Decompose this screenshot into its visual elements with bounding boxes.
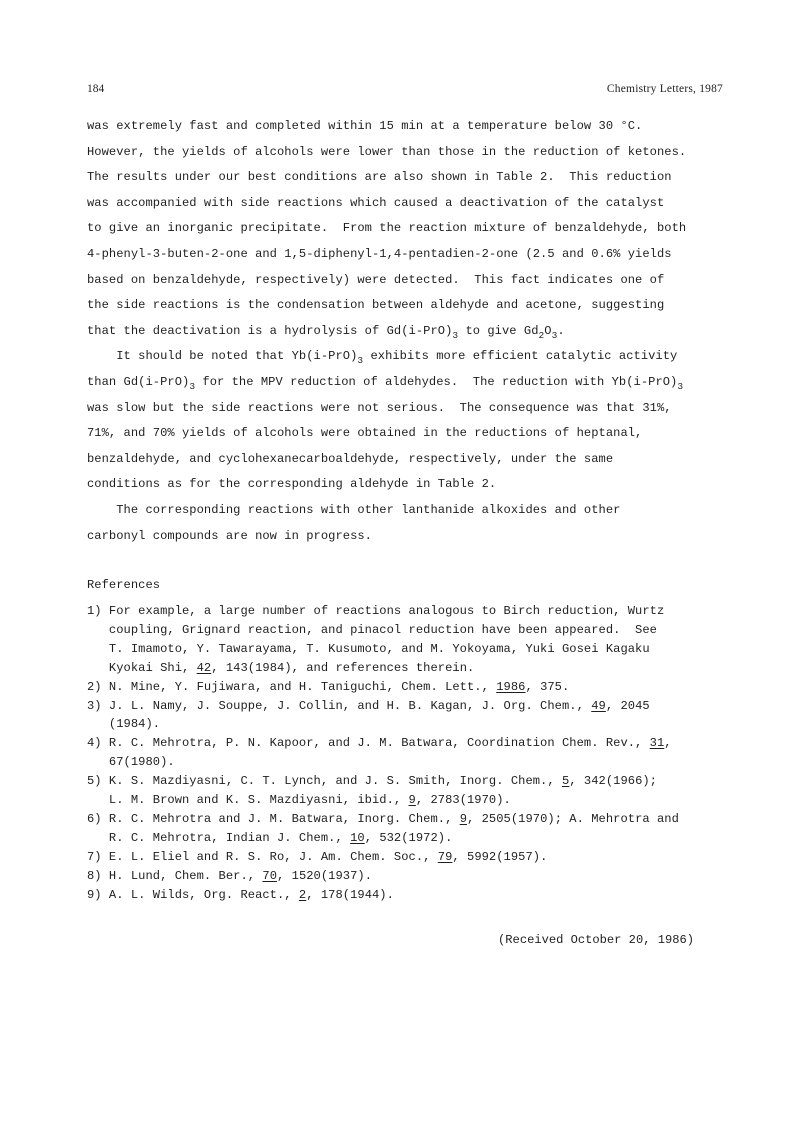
text-segment: Kyokai Shi, bbox=[87, 660, 197, 675]
volume-number: 49 bbox=[591, 698, 606, 713]
text-segment: 67(1980). bbox=[87, 755, 175, 770]
body-line bbox=[87, 144, 686, 160]
text-segment: However, the yields of alcohols were lower than those in the reduction of ketones. bbox=[87, 144, 687, 159]
text-segment: (1984). bbox=[87, 717, 161, 732]
text-segment: T. Imamoto, Y. Tawarayama, T. Kusumoto, and M. Yokoyama, Yuki Gosei Kagaku bbox=[87, 641, 650, 656]
text-segment: exhibits more efficient catalytic activity bbox=[363, 349, 678, 364]
text-segment: was slow but the side reactions were not serious. The consequence was that 31%, bbox=[87, 400, 672, 415]
text-segment: , 2505(1970); A. Mehrotra and bbox=[467, 811, 679, 826]
text-segment: , 532(1972). bbox=[364, 830, 453, 845]
body-line bbox=[87, 400, 672, 416]
text-segment: O bbox=[544, 323, 552, 338]
text-segment: coupling, Grignard reaction, and pinacol reduction have been appeared. See bbox=[87, 622, 657, 637]
text-segment: , 375. bbox=[525, 679, 570, 694]
text-segment: The results under our best conditions are also shown in Table 2. This reduction bbox=[87, 170, 672, 185]
volume-number: 2 bbox=[298, 887, 307, 902]
text-segment: was accompanied with side reactions which caused a deactivation of the catalyst bbox=[87, 195, 665, 210]
body-line bbox=[87, 118, 642, 134]
text-segment: to give an inorganic precipitate. From the reaction mixture of benzaldehyde, both bbox=[87, 221, 687, 236]
body-line bbox=[87, 502, 620, 518]
text-segment: the side reactions is the condensation between aldehyde and acetone, suggesting bbox=[87, 298, 665, 313]
text-segment: , 178(1944). bbox=[306, 887, 394, 902]
text-segment: 5) K. S. Mazdiyasni, C. T. Lynch, and J. S. Smith, Inorg. Chem., bbox=[87, 774, 562, 789]
reference-line bbox=[87, 754, 175, 770]
reference-line bbox=[87, 660, 474, 676]
subscript: 3 bbox=[452, 329, 459, 341]
body-line bbox=[87, 374, 683, 391]
text-segment: , bbox=[664, 736, 672, 751]
references-heading: References bbox=[87, 578, 161, 592]
subscript: 3 bbox=[189, 381, 196, 392]
text-segment: 71%, and 70% yields of alcohols were obtained in the reductions of heptanal, bbox=[87, 426, 643, 441]
text-segment: 7) E. L. Eliel and R. S. Ro, J. Am. Chem. Soc., bbox=[87, 849, 438, 864]
reference-line bbox=[87, 735, 672, 751]
text-segment: based on benzaldehyde, respectively) were detected. This fact indicates one of bbox=[87, 272, 665, 287]
reference-line bbox=[87, 641, 650, 657]
body-line bbox=[87, 348, 677, 365]
text-segment: 9) A. L. Wilds, Org. React., bbox=[87, 887, 299, 902]
text-segment: L. M. Brown and K. S. Mazdiyasni, ibid., bbox=[87, 793, 409, 807]
page-number: 184 bbox=[87, 83, 105, 95]
subscript: 2 bbox=[538, 329, 545, 341]
text-segment: 1) For example, a large number of reactions analogous to Birch reduction, Wurtz bbox=[87, 604, 665, 618]
body-line bbox=[87, 528, 372, 544]
text-segment: , 2045 bbox=[605, 698, 650, 713]
text-segment: , 1520(1937). bbox=[277, 868, 373, 883]
reference-line bbox=[87, 773, 657, 789]
text-segment: benzaldehyde, and cyclohexanecarboaldehyde, respectively, under the same bbox=[87, 451, 614, 466]
text-segment: 2) N. Mine, Y. Fujiwara, and H. Taniguchi, Chem. Lett., bbox=[87, 679, 497, 694]
volume-number: 9 bbox=[459, 811, 467, 826]
journal-citation: Chemistry Letters, 1987 bbox=[606, 83, 723, 95]
body-line bbox=[87, 425, 642, 441]
text-segment: The corresponding reactions with other lanthanide alkoxides and other bbox=[87, 503, 621, 517]
reference-line bbox=[87, 830, 452, 846]
body-line bbox=[87, 220, 686, 236]
page-header bbox=[87, 83, 723, 99]
reference-line bbox=[87, 698, 650, 714]
text-segment: carbonyl compounds are now in progress. bbox=[87, 528, 372, 543]
volume-number: 10 bbox=[350, 830, 365, 845]
text-segment: 6) R. C. Mehrotra and J. M. Batwara, Inorg. Chem., bbox=[87, 811, 460, 826]
body-line bbox=[87, 195, 664, 211]
reference-line bbox=[87, 603, 664, 619]
text-segment: , 342(1966); bbox=[569, 774, 657, 789]
text-segment: R. C. Mehrotra, Indian J. Chem., bbox=[87, 830, 351, 845]
reference-line bbox=[87, 792, 511, 808]
text-segment: conditions as for the corresponding aldehyde in Table 2. bbox=[87, 477, 497, 492]
volume-number: 31 bbox=[649, 736, 665, 751]
body-line bbox=[87, 451, 613, 467]
subscript: 3 bbox=[551, 329, 558, 341]
text-segment: that the deactivation is a hydrolysis of Gd(i-PrO) bbox=[87, 323, 453, 338]
volume-number: 9 bbox=[408, 793, 416, 807]
text-segment: 8) H. Lund, Chem. Ber., bbox=[87, 868, 263, 883]
body-line bbox=[87, 323, 565, 340]
text-segment: It should be noted that Yb(i-PrO) bbox=[87, 349, 358, 364]
body-line bbox=[87, 246, 672, 262]
text-segment: , 5992(1957). bbox=[452, 849, 548, 864]
reference-line bbox=[87, 849, 547, 865]
received-date: (Received October 20, 1986) bbox=[498, 933, 694, 947]
body-line bbox=[87, 297, 664, 313]
reference-line bbox=[87, 868, 372, 884]
text-segment: . bbox=[557, 323, 565, 338]
reference-line bbox=[87, 811, 679, 827]
reference-line bbox=[87, 887, 394, 903]
volume-number: 79 bbox=[437, 849, 453, 864]
volume-number: 42 bbox=[196, 660, 212, 675]
text-segment: for the MPV reduction of aldehydes. The reduction with Yb(i-PrO) bbox=[195, 375, 678, 389]
volume-number: 70 bbox=[262, 868, 278, 883]
text-segment: 4) R. C. Mehrotra, P. N. Kapoor, and J. M. Batwara, Coordination Chem. Rev., bbox=[87, 736, 650, 751]
text-segment: 3) J. L. Namy, J. Souppe, J. Collin, and H. B. Kagan, J. Org. Chem., bbox=[87, 698, 592, 713]
text-segment: than Gd(i-PrO) bbox=[87, 375, 190, 389]
text-segment: , 2783(1970). bbox=[415, 793, 511, 807]
body-line bbox=[87, 169, 672, 185]
subscript: 3 bbox=[357, 355, 364, 367]
body-line bbox=[87, 476, 496, 492]
body-line bbox=[87, 272, 664, 288]
reference-line bbox=[87, 622, 657, 638]
subscript: 3 bbox=[677, 381, 684, 392]
volume-number: 5 bbox=[561, 774, 570, 789]
text-segment: to give Gd bbox=[458, 323, 539, 338]
reference-line bbox=[87, 679, 569, 695]
text-segment: 4-phenyl-3-buten-2-one and 1,5-diphenyl-1,4-pentadien-2-one (2.5 and 0.6% yields bbox=[87, 247, 672, 261]
reference-line bbox=[87, 716, 160, 732]
volume-number: 1986 bbox=[496, 679, 526, 694]
text-segment: was extremely fast and completed within 15 min at a temperature below 30 °C. bbox=[87, 119, 643, 133]
text-segment: , 143(1984), and references therein. bbox=[211, 660, 475, 675]
